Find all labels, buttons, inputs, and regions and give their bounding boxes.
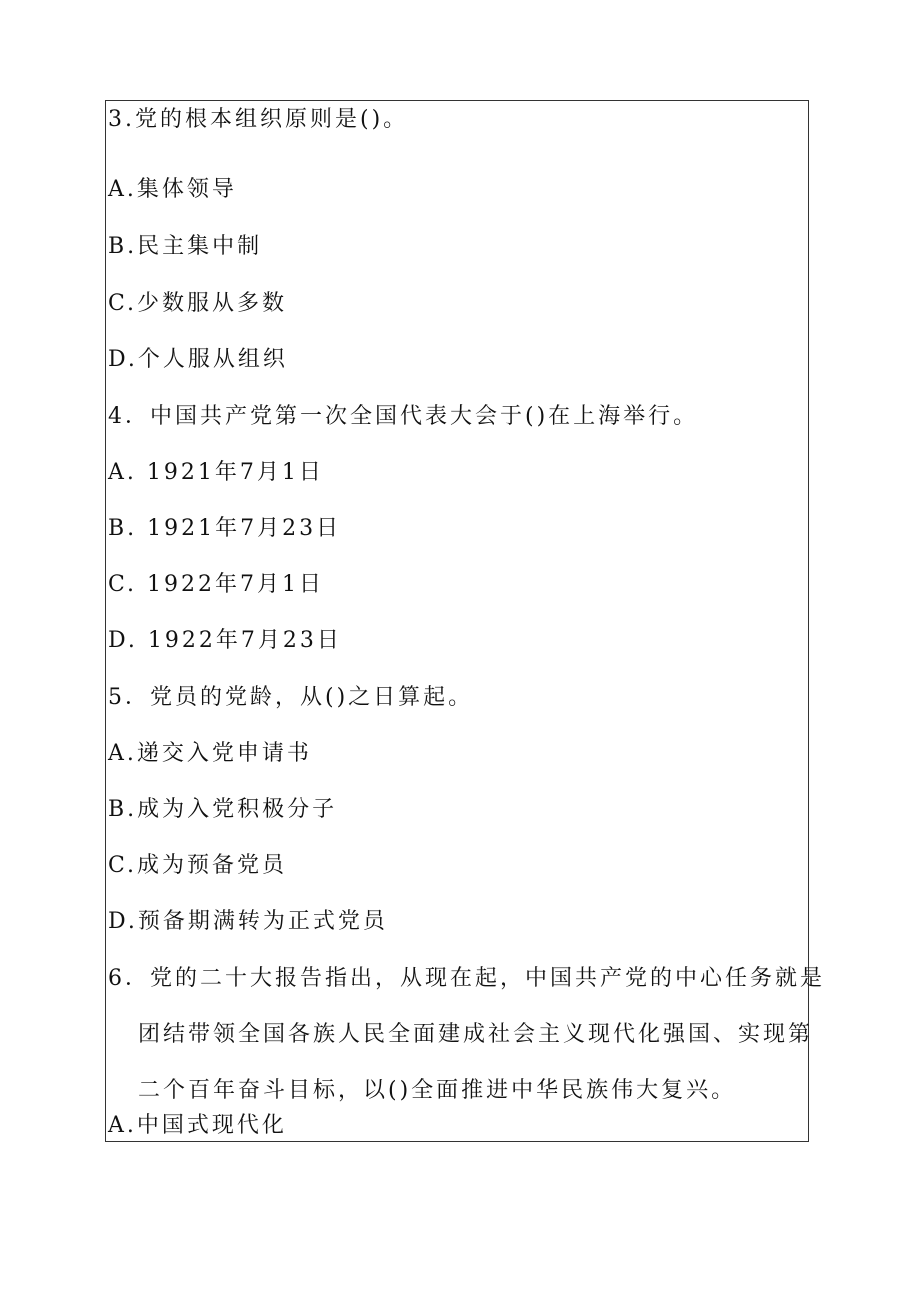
question-6-stem-line-2: 团结带领全国各族人民全面建成社会主义现代化强国、实现第 — [138, 1022, 814, 1047]
question-3-stem: 3.党的根本组织原则是()。 — [108, 107, 409, 132]
question-3-option-c: C.少数服从多数 — [108, 291, 288, 316]
question-6-stem-line-1: 6．党的二十大报告指出，从现在起，中国共产党的中心任务就是 — [108, 966, 825, 991]
question-5-option-d: D.预备期满转为正式党员 — [108, 909, 388, 934]
question-6-stem-line-3: 二个百年奋斗目标，以()全面推进中华民族伟大复兴。 — [138, 1078, 737, 1103]
question-4-option-a: A. 1921年7月1日 — [108, 460, 324, 485]
question-5-option-c: C.成为预备党员 — [108, 853, 288, 878]
question-3-option-b: B.民主集中制 — [108, 234, 263, 259]
question-5-option-a: A.递交入党申请书 — [108, 741, 312, 766]
question-6-option-a: A.中国式现代化 — [108, 1113, 287, 1138]
question-3-option-a: A.集体领导 — [108, 177, 237, 202]
question-3-option-d: D.个人服从组织 — [108, 347, 288, 372]
question-4-option-d: D. 1922年7月23日 — [108, 628, 342, 653]
question-4-option-b: B. 1921年7月23日 — [108, 516, 342, 541]
question-5-stem: 5．党员的党龄，从()之日算起。 — [108, 685, 474, 710]
question-4-stem: 4．中国共产党第一次全国代表大会于()在上海举行。 — [108, 404, 699, 429]
question-5-option-b: B.成为入党积极分子 — [108, 797, 338, 822]
question-4-option-c: C. 1922年7月1日 — [108, 572, 325, 597]
